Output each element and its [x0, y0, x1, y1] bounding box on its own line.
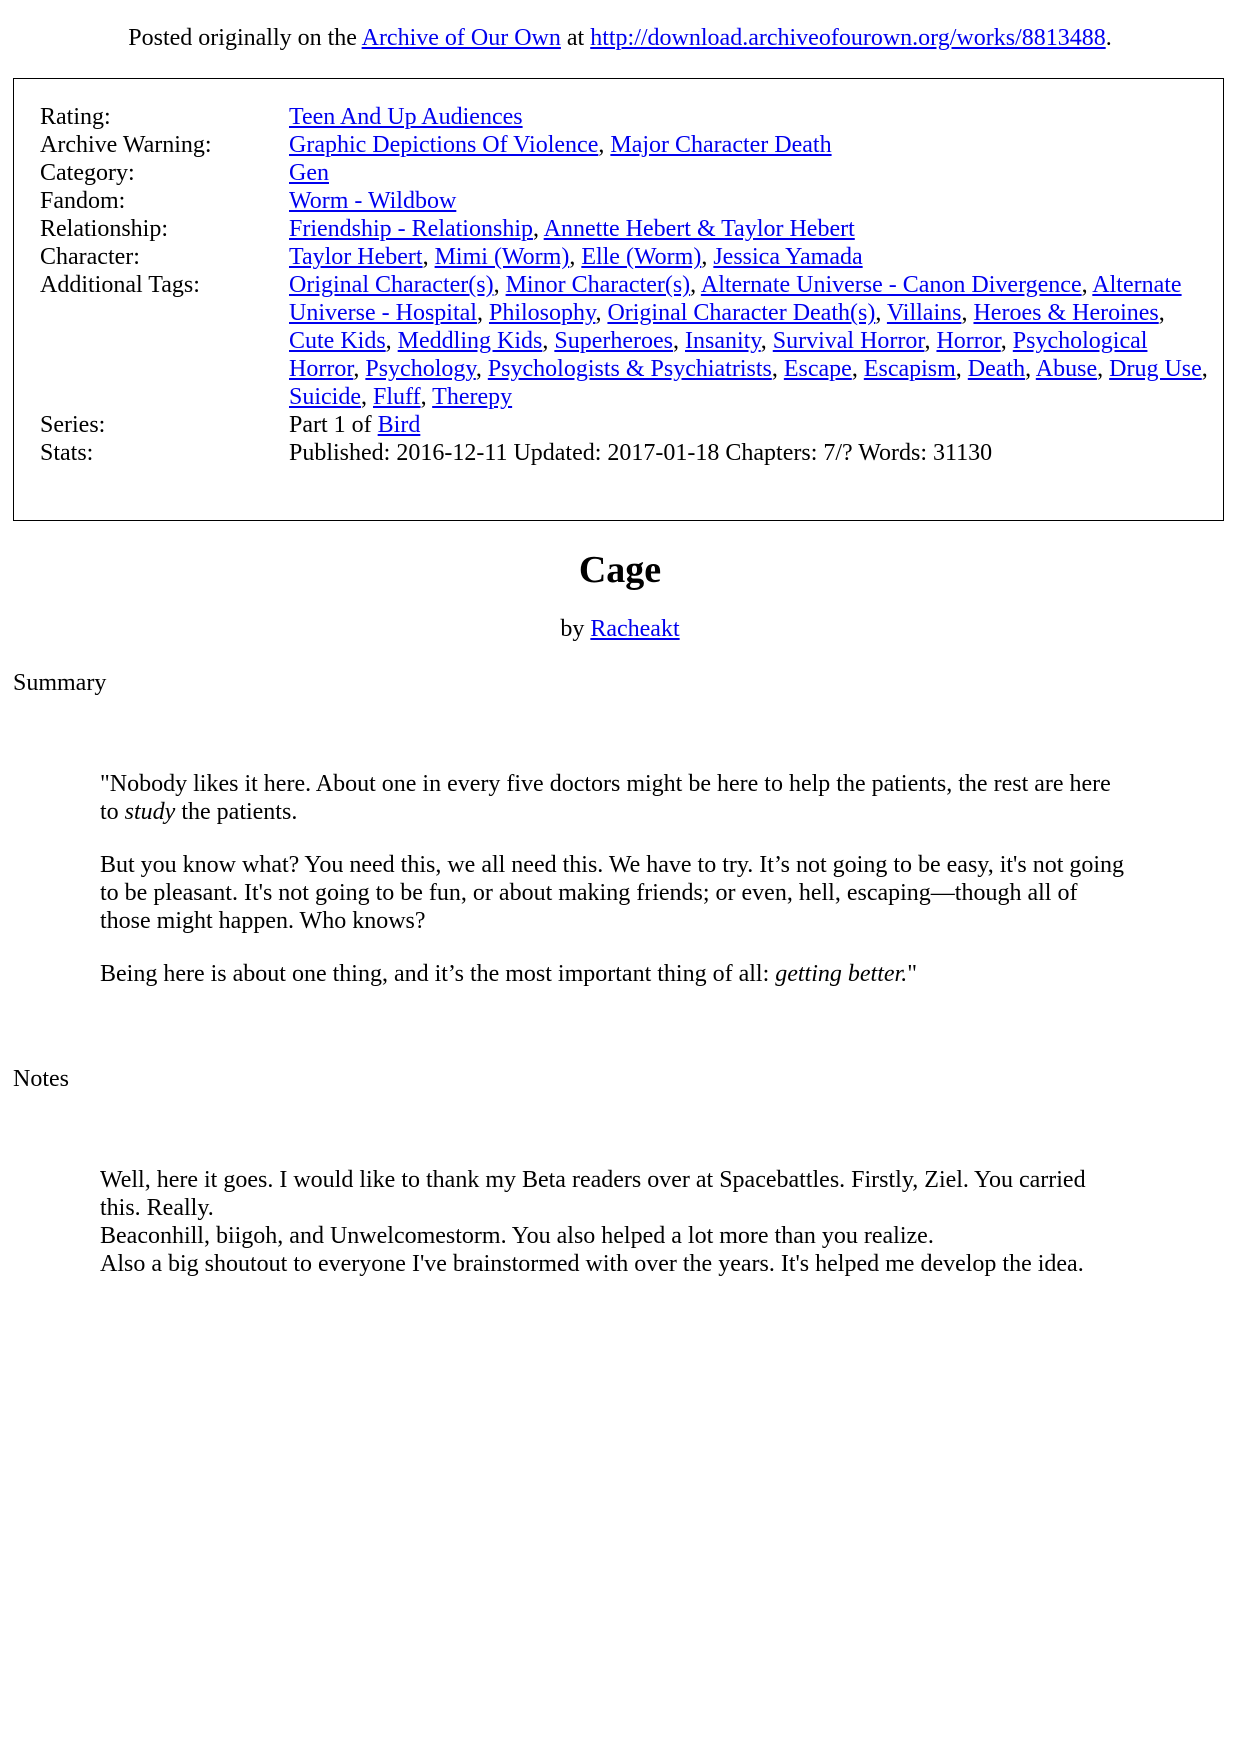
summary-text: Being here is about one thing, and it’s the most important thing of all: [100, 961, 776, 987]
tag-separator: , [1081, 272, 1093, 298]
tag-separator: , [476, 300, 489, 326]
archive-of-our-own-link[interactable]: Archive of Our Own [361, 25, 561, 51]
summary-paragraph [100, 770, 1130, 826]
tag-link[interactable]: Fluff [373, 384, 421, 410]
tag-separator: , [955, 356, 968, 382]
tag-link[interactable]: Friendship - Relationship [289, 216, 533, 242]
posted-suffix: . [1105, 25, 1112, 51]
tag-link[interactable]: Psychologists & Psychiatrists [487, 356, 772, 382]
tag-link[interactable]: Jessica Yamada [713, 244, 863, 270]
meta-value-additional-tags [289, 271, 1210, 411]
tag-link[interactable]: Escape [783, 356, 852, 382]
tag-separator: , [493, 272, 506, 298]
meta-label-character: Character: [40, 244, 140, 270]
tag-separator: , [569, 244, 582, 270]
meta-row-warning [40, 131, 1210, 159]
notes-line: Also a big shoutout to everyone I've brainstormed with over the years. It's helped me develop the idea. [100, 1251, 1084, 1277]
tag-separator: , [420, 384, 433, 410]
tag-link[interactable]: Survival Horror [772, 328, 925, 354]
summary-heading: Summary [13, 670, 107, 696]
meta-value-stats: Published: 2016-12-11 Updated: 2017-01-18 Chapters: 7/? Words: 31130 [289, 440, 993, 466]
tag-separator: , [385, 328, 398, 354]
tag-separator: , [1025, 356, 1036, 382]
tag-separator: , [1158, 300, 1165, 326]
tag-link[interactable]: Elle (Worm) [581, 244, 702, 270]
summary-paragraph [100, 960, 1130, 988]
work-title: Cage [578, 549, 662, 591]
tag-link[interactable]: Alternate Universe - Canon Divergence [700, 272, 1082, 298]
summary-emphasis: getting better. [775, 961, 908, 987]
meta-label-rating: Rating: [40, 104, 111, 130]
tag-separator: , [595, 300, 608, 326]
tag-separator: , [542, 328, 555, 354]
meta-row-additional-tags [40, 271, 1210, 411]
tag-link[interactable]: Villains [886, 300, 962, 326]
tag-separator: , [690, 272, 701, 298]
tag-separator: , [701, 244, 714, 270]
tag-link[interactable]: Psychological Horror [289, 328, 1148, 382]
meta-value-fandom [289, 187, 1210, 215]
summary-text: "Nobody likes it here. About one in every five doctors might be here to help the patients, the rest are here to [100, 771, 1111, 825]
summary-emphasis: study [124, 799, 176, 825]
summary-body [100, 770, 1130, 1013]
tag-link[interactable]: Minor Character(s) [505, 272, 691, 298]
tag-link[interactable]: Mimi (Worm) [434, 244, 570, 270]
meta-value-category [289, 159, 1210, 187]
series-prefix: Part 1 of [289, 412, 378, 438]
meta-label-stats: Stats: [40, 440, 94, 466]
notes-heading: Notes [13, 1066, 69, 1092]
tag-link[interactable]: Therepy [432, 384, 513, 410]
series-link[interactable]: Bird [377, 412, 421, 438]
tag-separator: , [532, 216, 544, 242]
byline-prefix: by [560, 616, 591, 642]
meta-value-warning [289, 131, 1210, 159]
meta-row-category [40, 159, 1210, 187]
tag-separator: , [353, 356, 366, 382]
summary-text: the patients. [175, 799, 298, 825]
meta-label-warning: Archive Warning: [40, 132, 212, 158]
meta-value-rating [289, 103, 1210, 131]
tag-separator: , [422, 244, 435, 270]
tag-separator: , [875, 300, 887, 326]
posted-middle: at [560, 25, 591, 51]
tag-link[interactable]: Alternate Universe - Hospital [289, 272, 1182, 326]
tag-separator: , [771, 356, 784, 382]
work-meta-table [40, 103, 1210, 467]
tag-separator: , [1000, 328, 1013, 354]
meta-label-additional-tags: Additional Tags: [40, 272, 200, 298]
meta-label-category: Category: [40, 160, 135, 186]
tag-link[interactable]: Drug Use [1109, 356, 1202, 382]
tag-link[interactable]: Worm - Wildbow [289, 188, 457, 214]
tag-link[interactable]: Psychology [365, 356, 476, 382]
meta-row-character [40, 243, 1210, 271]
tag-separator: , [672, 328, 685, 354]
tag-separator: , [961, 300, 974, 326]
tag-link[interactable]: Major Character Death [610, 132, 832, 158]
meta-row-stats [40, 439, 1210, 467]
meta-row-series [40, 411, 1210, 439]
tag-link[interactable]: Escapism [863, 356, 956, 382]
byline [0, 612, 1240, 646]
tag-separator: , [1201, 356, 1208, 382]
author-link[interactable]: Racheakt [590, 616, 680, 642]
tag-link[interactable]: Abuse [1035, 356, 1098, 382]
meta-value-relationship [289, 215, 1210, 243]
tag-link[interactable]: Original Character(s) [289, 272, 494, 298]
tag-link[interactable]: Horror [936, 328, 1001, 354]
posted-originally-line [0, 20, 1240, 56]
tag-separator: , [361, 384, 373, 410]
tag-separator: , [1097, 356, 1110, 382]
tag-separator: , [851, 356, 864, 382]
meta-label-fandom: Fandom: [40, 188, 126, 214]
tag-link[interactable]: Gen [289, 160, 329, 186]
tag-separator: , [924, 328, 937, 354]
meta-value-series [289, 411, 1210, 439]
meta-label-relationship: Relationship: [40, 216, 168, 242]
meta-value-character [289, 243, 1210, 271]
summary-text: " [907, 961, 918, 987]
tag-link[interactable]: Death [967, 356, 1026, 382]
tag-link[interactable]: Teen And Up Audiences [289, 104, 523, 130]
meta-row-fandom [40, 187, 1210, 215]
notes-line: Beaconhill, biigoh, and Unwelcomestorm. You also helped a lot more than you realize. [100, 1223, 934, 1249]
tag-link[interactable]: Taylor Hebert [289, 244, 423, 270]
tag-separator: , [475, 356, 488, 382]
tag-link[interactable]: Meddling Kids [397, 328, 543, 354]
meta-row-relationship [40, 215, 1210, 243]
tag-link[interactable]: Original Character Death(s) [607, 300, 876, 326]
tag-link[interactable]: Suicide [289, 384, 361, 410]
tag-link[interactable]: Philosophy [488, 300, 596, 326]
tag-link[interactable]: Insanity [684, 328, 761, 354]
tag-link[interactable]: Annette Hebert & Taylor Hebert [543, 216, 855, 242]
tag-link[interactable]: Heroes & Heroines [973, 300, 1159, 326]
tag-separator: , [598, 132, 611, 158]
tag-link[interactable]: Superheroes [554, 328, 673, 354]
meta-label-series: Series: [40, 412, 106, 438]
posted-prefix: Posted originally on the [128, 25, 362, 51]
tag-link[interactable]: Cute Kids [289, 328, 386, 354]
meta-row-rating [40, 103, 1210, 131]
tag-link[interactable]: Graphic Depictions Of Violence [289, 132, 599, 158]
work-meta-box [13, 78, 1224, 521]
summary-paragraph: But you know what? You need this, we all need this. We have to try. It’s not going to be easy, it's not going to be pleasant. It's not going to be fun, or about making friends; or even, hell, escaping—though all of those might happen. Who knows? [100, 852, 1125, 934]
tag-separator: , [760, 328, 773, 354]
notes-line: Well, here it goes. I would like to thank my Beta readers over at Spacebattles. Firstly, Ziel. You carried this. Really. [100, 1167, 1086, 1221]
notes-body [100, 1166, 1130, 1278]
work-url-link[interactable]: http://download.archiveofourown.org/works/8813488 [590, 25, 1106, 51]
